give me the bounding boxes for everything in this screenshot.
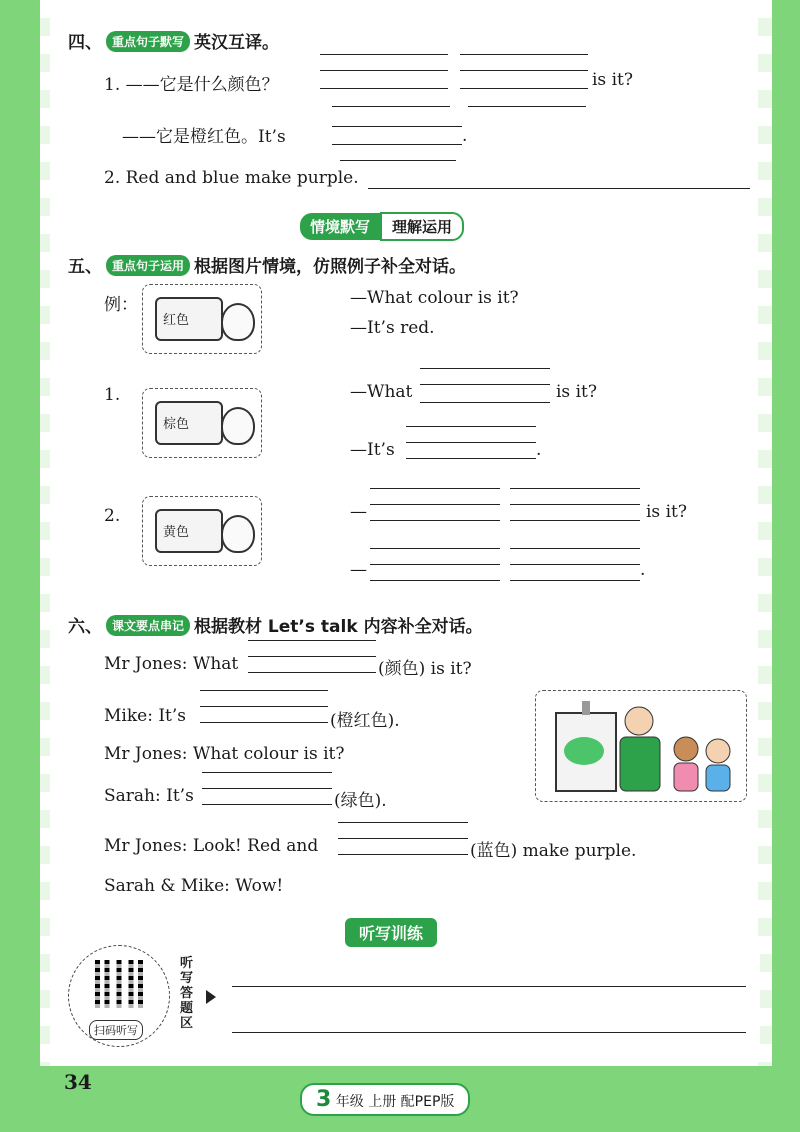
footer-edition: 3 年级 上册 配PEP版 (300, 1083, 470, 1116)
dictation-line[interactable] (232, 1032, 746, 1033)
answer-line[interactable] (370, 564, 500, 565)
answer-line[interactable] (370, 504, 500, 505)
section4-tag: 重点句子默写 (106, 31, 190, 52)
answer-line[interactable] (202, 772, 332, 773)
answer-line[interactable] (370, 488, 500, 489)
answer-line[interactable] (420, 384, 550, 385)
answer-line[interactable] (420, 368, 550, 369)
example-label: 例： (104, 295, 138, 315)
answer-line[interactable] (368, 188, 750, 189)
dialog-line: Mr Jones: What colour is it? (104, 744, 345, 764)
q5-1-end: is it? (556, 382, 597, 402)
answer-line[interactable] (338, 854, 468, 855)
answer-line[interactable] (460, 88, 588, 89)
answer-line[interactable] (340, 160, 456, 161)
q4-2-prompt: 2. Red and blue make purple. (104, 168, 359, 188)
answer-line[interactable] (460, 54, 588, 55)
answer-line[interactable] (248, 640, 376, 641)
section4-number: 四、 (68, 33, 102, 53)
q5-1-line1: —What (350, 382, 413, 402)
answer-line[interactable] (460, 70, 588, 71)
answer-line[interactable] (510, 548, 640, 549)
answer-line[interactable] (320, 54, 448, 55)
section4-heading (68, 28, 279, 53)
answer-line[interactable] (370, 580, 500, 581)
answer-line[interactable] (320, 88, 448, 89)
example-line2: —It’s red. (350, 318, 435, 338)
q4-1-prompt: 1. ——它是什么颜色？ (104, 75, 279, 95)
q5-2-number: 2. (104, 506, 121, 526)
example-line1: —What colour is it? (350, 288, 519, 308)
section6-tag: 课文要点串记 (106, 615, 190, 636)
paint-tube-image: 棕色 (142, 388, 262, 458)
section4-title: 英汉互译。 (194, 33, 280, 53)
answer-line[interactable] (510, 580, 640, 581)
answer-line[interactable] (406, 426, 536, 427)
qr-code[interactable] (68, 945, 170, 1047)
answer-line[interactable] (420, 402, 550, 403)
dictation-line[interactable] (232, 986, 746, 987)
paint-tube-image: 黄色 (142, 496, 262, 566)
mid-section-banner (300, 212, 464, 241)
answer-line[interactable] (202, 804, 332, 805)
dialog-line: Mr Jones: What (104, 654, 239, 674)
answer-line[interactable] (200, 706, 328, 707)
answer-line[interactable] (406, 442, 536, 443)
dialog-line: Mr Jones: Look! Red and (104, 836, 319, 856)
answer-line[interactable] (338, 822, 468, 823)
q5-1-line2: —It’s (350, 440, 395, 460)
dialog-line: Sarah & Mike: Wow! (104, 876, 284, 896)
answer-line[interactable] (510, 520, 640, 521)
section6-heading: 六、 课文要点串记 根据教材 Let’s talk 内容补全对话。 (68, 617, 483, 637)
qr-label: 扫码听写 (89, 1020, 143, 1040)
paint-tube-image: 红色 (142, 284, 262, 354)
answer-line[interactable] (468, 106, 586, 107)
answer-line[interactable] (338, 838, 468, 839)
mid-section-right: 理解运用 (380, 212, 464, 241)
arrow-right-icon (206, 990, 216, 1004)
answer-line[interactable] (248, 656, 376, 657)
answer-line[interactable] (510, 488, 640, 489)
section5-heading: 五、 重点句子运用 根据图片情境，仿照例子补全对话。 (68, 257, 467, 277)
answer-line[interactable] (320, 70, 448, 71)
dictation-title: 听写训练 (345, 918, 437, 947)
page-number: 34 (64, 1070, 92, 1094)
dialog-line: Mike: It’s (104, 706, 187, 726)
answer-line[interactable] (200, 690, 328, 691)
answer-line[interactable] (332, 126, 462, 127)
dialog-line: Sarah: It’s (104, 786, 194, 806)
answer-line[interactable] (510, 564, 640, 565)
answer-line[interactable] (332, 106, 450, 107)
answer-line[interactable] (248, 672, 376, 673)
answer-line[interactable] (200, 722, 328, 723)
teacher-painting-illustration (535, 690, 747, 802)
q4-1b-end: . (462, 126, 468, 146)
answer-line[interactable] (202, 788, 332, 789)
qr-icon (95, 960, 143, 1008)
answer-area-label: 听写答题区 (180, 956, 194, 1031)
q5-1-number: 1. (104, 385, 121, 405)
section5-tag: 重点句子运用 (106, 255, 190, 276)
answer-line[interactable] (370, 520, 500, 521)
q4-1-end: is it? (592, 70, 633, 90)
q4-1b-prompt: ——它是橙红色。It’s (122, 127, 286, 147)
answer-line[interactable] (332, 144, 462, 145)
mid-section-left: 情境默写 (300, 213, 380, 240)
answer-line[interactable] (406, 458, 536, 459)
answer-line[interactable] (510, 504, 640, 505)
answer-line[interactable] (370, 548, 500, 549)
